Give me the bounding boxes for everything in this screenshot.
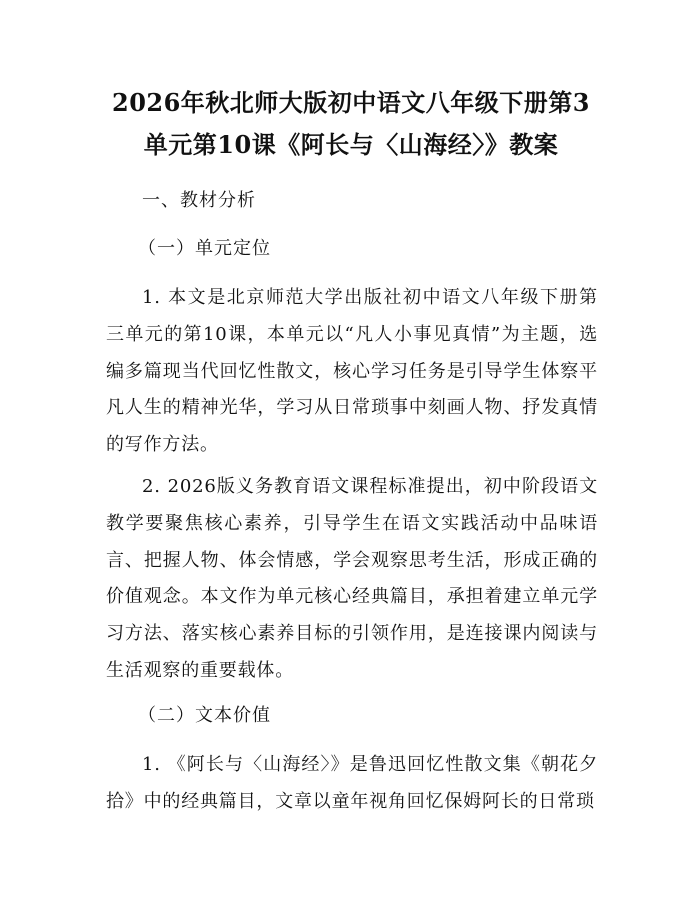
paragraph-text-value: 1. 《阿长与〈山海经〉》是鲁迅回忆性散文集《朝花夕拾》中的经典篇目，文章以童年视角回忆保姆阿长的日常琐 [106,754,598,812]
subsection-heading-unit-position: （一）单元定位 [138,238,271,259]
section-heading-textbook-analysis: 一、教材分析 [142,190,256,211]
document-title-line-2: 单元第10课《阿长与〈山海经〉》教案 [143,130,559,159]
subsection-heading-text-value: （二）文本价值 [138,705,271,726]
paragraph-curriculum-standard: 2. 2026版义务教育语文课程标准提出，初中阶段语文教学要聚焦核心素养，引导学生在语文实践活动中品味语言、把握人物、体会情感，学会观察思考生活，形成正确的价值观念。本文作为单元核心经典篇目，承担着建立单元学习方法、落实核心素养目标的引领作用，是连接课内阅读与生活观察的重要载体。 [106,476,598,681]
document-title-line-1: 2026年秋北师大版初中语文八年级下册第3 [112,88,590,117]
paragraph-unit-overview: 1. 本文是北京师范大学出版社初中语文八年级下册第三单元的第10课，本单元以“凡人小事见真情”为主题，选编多篇现当代回忆性散文，核心学习任务是引导学生体察平凡人生的精神光华，学习从日常琐事中刻画人物、抒发真情的写作方法。 [106,287,598,456]
